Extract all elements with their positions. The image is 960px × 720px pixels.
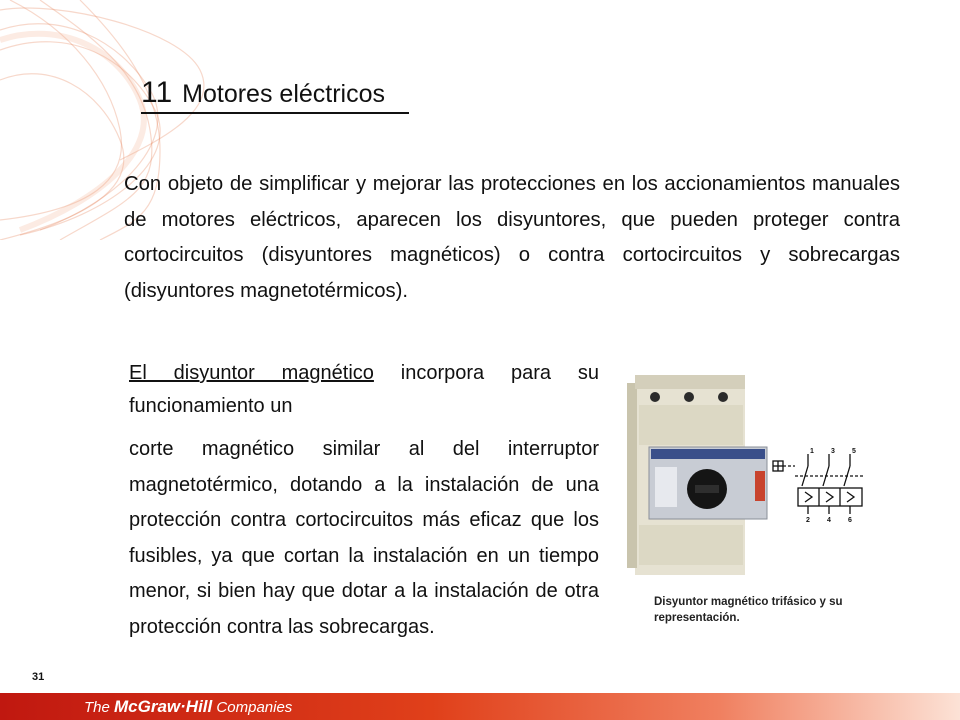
chapter-number: 11 xyxy=(141,76,173,109)
chapter-title: Motores eléctricos xyxy=(182,80,386,108)
slide-title xyxy=(141,76,409,114)
terminal-label: 1 xyxy=(810,448,814,455)
logo-prefix: The xyxy=(84,699,115,716)
terminal-label: 5 xyxy=(852,448,856,455)
intro-paragraph: Con objeto de simplificar y mejorar las protecciones en los accionamientos manuales de motores eléctricos, aparecen los disyuntores, que pueden proteger contra cortocircuitos (disyuntores magnéticos) o contra cortocircuitos y sobrecargas (disyuntores magnetotérmicos). xyxy=(124,173,900,302)
terminal-label: 3 xyxy=(831,448,835,455)
body-paragraph: corte magnético similar al del interruptor magnetotérmico, dotando a la instalación de una protección contra cortocircuitos más eficaz que los fusibles, ya que cortan la instalación en un tiempo menor, si bien hay que dotar a la instalación de otra protección contra las sobrecargas. xyxy=(129,438,599,638)
page-number: 31 xyxy=(32,671,45,683)
publisher-logo xyxy=(84,697,292,717)
figure-caption: Disyuntor magnético trifásico y su representación. xyxy=(654,596,843,624)
lead-rest: incorpora para su funcionamiento un xyxy=(129,362,600,417)
logo-brand: McGraw·Hill xyxy=(114,697,213,716)
terminal-label: 2 xyxy=(806,517,810,522)
terminal-label: 6 xyxy=(848,517,852,522)
breaker-symbol xyxy=(770,444,874,522)
breaker-photo xyxy=(627,375,773,575)
logo-suffix: Companies xyxy=(212,699,293,716)
terminal-label: 4 xyxy=(827,517,831,522)
lead-term: El disyuntor magnético xyxy=(129,362,374,384)
lead-paragraph xyxy=(129,357,599,423)
